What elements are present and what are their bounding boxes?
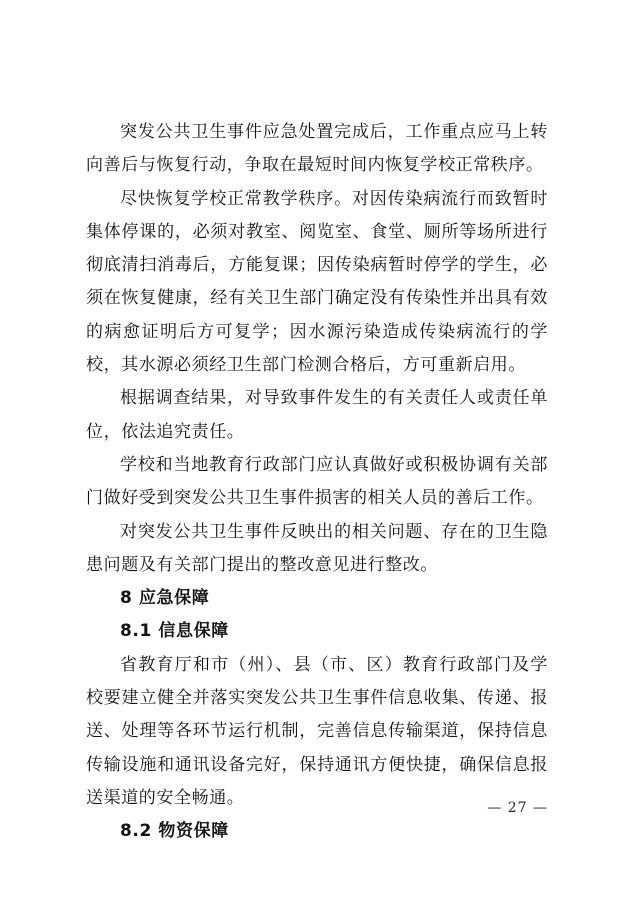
paragraph-resume-teaching: 尽快恢复学校正常教学秩序。对因传染病流行而致暂时集体停课的，必须对教室、阅览室、食堂、厕所等场所进行彻底清扫消毒后，方能复课；因传染病暂时停学的学生，必须在恢复健康，经有关卫生部门确定没有传染性并出具有效的病愈证明后方可复学；因水源污染造成传染病流行的学校，其水源必须经卫生部门检测合格后，方可重新启用。 bbox=[86, 188, 548, 376]
section-title: 8 应急保障 bbox=[120, 588, 210, 609]
page-number: — 27 — bbox=[487, 800, 548, 816]
paragraph-accountability: 根据调查结果，对导致事件发生的有关责任人或责任单位，依法追究责任。 bbox=[86, 388, 548, 442]
paragraph-aftermath: 突发公共卫生事件应急处置完成后，工作重点应马上转向善后与恢复行动，争取在最短时间内恢复学校正常秩序。 bbox=[86, 122, 548, 176]
paragraph-rectification: 对突发公共卫生事件反映出的相关问题、存在的卫生隐患问题及有关部门提出的整改意见进行整改。 bbox=[86, 521, 548, 575]
subsection-title-info: 8.1 信息保障 bbox=[120, 621, 229, 642]
paragraph-coordination: 学校和当地教育行政部门应认真做好或积极协调有关部门做好受到突发公共卫生事件损害的相关人员的善后工作。 bbox=[86, 454, 548, 509]
page-body bbox=[86, 116, 548, 849]
subsection-title-materials: 8.2 物资保障 bbox=[120, 821, 229, 842]
paragraph-info-guarantee: 省教育厅和市（州）、县（市、区）教育行政部门及学校要建立健全并落实突发公共卫生事件信息收集、传递、报送、处理等各环节运行机制，完善信息传输渠道，保持信息传输设施和通讯设备完好，保持通讯方便快捷，确保信息报送渠道的安全畅通。 bbox=[86, 654, 548, 808]
